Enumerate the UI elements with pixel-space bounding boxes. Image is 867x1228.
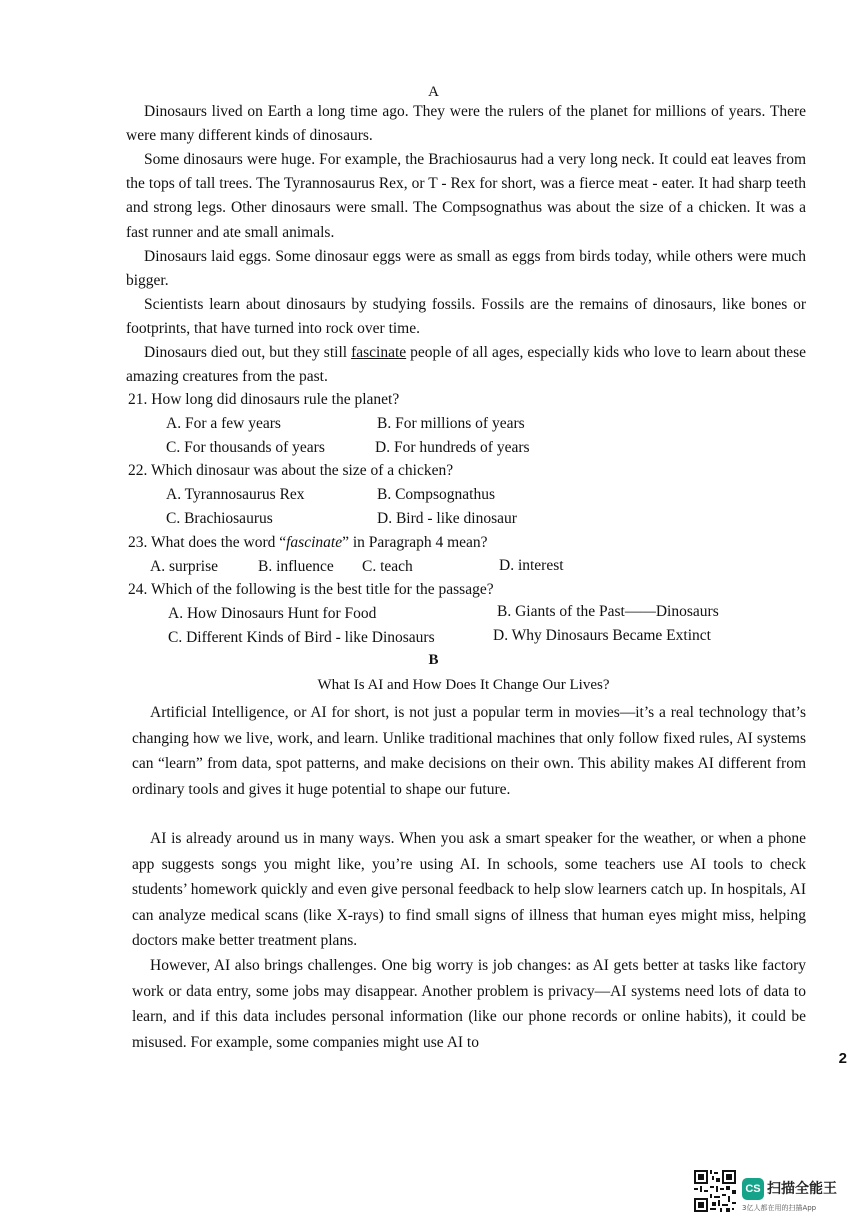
- passage-b-title: What Is AI and How Does It Change Our Lives?: [317, 677, 610, 693]
- q24-option-a: A. How Dinosaurs Hunt for Food: [168, 605, 377, 622]
- italic-word: fascinate: [286, 534, 343, 551]
- q21-option-c: C. For thousands of years: [166, 439, 325, 456]
- question-22: 22. Which dinosaur was about the size of a chicken?: [128, 462, 454, 479]
- q24-option-c: C. Different Kinds of Bird - like Dinosaurs: [168, 629, 435, 646]
- qr-code-icon: [694, 1170, 736, 1212]
- passage-b-label: B: [428, 652, 439, 668]
- page-number: 2: [838, 1050, 847, 1067]
- q24-option-b: B. Giants of the Past——Dinosaurs: [497, 603, 719, 620]
- passage-b-paragraph-3: However, AI also brings challenges. One big worry is job changes: as AI gets better at tasks like factory work or data entry, some jobs may disappear. Another problem is privacy—AI systems need lots of data to learn, and if this data includes personal information (like our phone records or online habits), it could be misused. For example, some companies might use AI to: [132, 957, 806, 1051]
- question-23: 23. What does the word “fascinate” in Paragraph 4 mean?: [128, 534, 488, 551]
- q21-option-b: B. For millions of years: [377, 415, 525, 432]
- passage-b-paragraph-1: Artificial Intelligence, or AI for short, is not just a popular term in movies—it’s a real technology that’s changing how we live, work, and learn. Unlike traditional machines that only follow fixed rules, AI systems can “learn” from data, spot patterns, and make decisions on their own. This ability makes AI different from ordinary tools and gives it huge potential to shape our future.: [132, 704, 806, 798]
- passage-b-paragraph-2: AI is already around us in many ways. When you ask a smart speaker for the weather, or when a phone app suggests songs you might like, you’re using AI. In schools, some teachers use AI tools to check students’ homework quickly and even give personal feedback to help slow learners catch up. In hospitals, AI can analyze medical scans (like X-rays) to find small signs of illness that human eyes might miss, helping doctors make better treatment plans.: [132, 830, 806, 949]
- q23-option-d: D. interest: [499, 557, 564, 574]
- passage-a-paragraph-4: Scientists learn about dinosaurs by studying fossils. Fossils are the remains of dinosaurs, like bones or footprints, that have turned into rock over time.: [126, 296, 806, 338]
- underlined-word: fascinate: [351, 344, 407, 361]
- camscanner-logo-icon: CS: [742, 1178, 764, 1200]
- passage-a-paragraph-5: Dinosaurs died out, but they still fascinate people of all ages, especially kids who love to learn about these amazing creatures from the past.: [126, 344, 806, 386]
- scanner-watermark: [694, 1170, 854, 1216]
- passage-a-label: A: [428, 84, 439, 100]
- q23-option-c: C. teach: [362, 558, 413, 575]
- passage-a-paragraph-1: Dinosaurs lived on Earth a long time ago. They were the rulers of the planet for millions of years. There were many different kinds of dinosaurs.: [126, 103, 806, 145]
- scanner-tagline: 3亿人都在用的扫描App: [742, 1204, 817, 1212]
- question-24: 24. Which of the following is the best title for the passage?: [128, 581, 494, 598]
- passage-a-paragraph-3: Dinosaurs laid eggs. Some dinosaur eggs were as small as eggs from birds today, while others were much bigger.: [126, 248, 806, 290]
- scanner-app-name: 扫描全能王: [767, 1181, 837, 1197]
- q21-option-a: A. For a few years: [166, 415, 281, 432]
- q21-option-d: D. For hundreds of years: [375, 439, 530, 456]
- q22-option-b: B. Compsognathus: [377, 486, 495, 503]
- q22-option-a: A. Tyrannosaurus Rex: [166, 486, 305, 503]
- q22-option-d: D. Bird - like dinosaur: [377, 510, 517, 527]
- q24-option-d: D. Why Dinosaurs Became Extinct: [493, 627, 711, 644]
- q22-option-c: C. Brachiosaurus: [166, 510, 273, 527]
- passage-a-paragraph-2: Some dinosaurs were huge. For example, the Brachiosaurus had a very long neck. It could eat leaves from the tops of tall trees. The Tyrannosaurus Rex, or T - Rex for short, was a fierce meat - eater. It had sharp teeth and strong legs. Other dinosaurs were small. The Compsognathus was about the size of a chicken. It was a fast runner and ate small animals.: [126, 151, 806, 241]
- q23-option-a: A. surprise: [150, 558, 219, 575]
- question-21: 21. How long did dinosaurs rule the planet?: [128, 391, 400, 408]
- q23-option-b: B. influence: [258, 558, 334, 575]
